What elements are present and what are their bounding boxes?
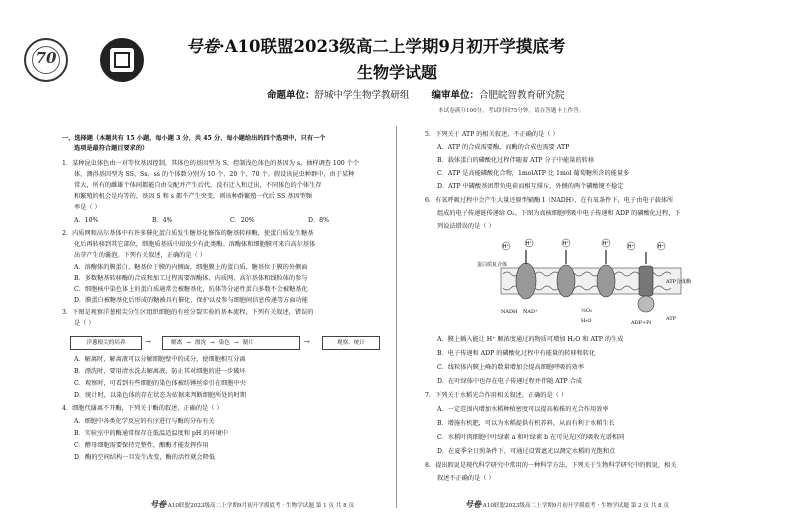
- exam-note: 本试卷满分100分，考试时间75分钟。请在答题卡上作答。: [438, 108, 585, 114]
- q7-option: B．增施有机肥，可以为水稻提供有机养料，从而有利于水稻生长: [437, 420, 615, 427]
- q7-line: 7．下列关于水稻光合作用相关叙述，正确的是（ ）: [425, 392, 568, 399]
- proton-pump-arrows: [526, 250, 646, 264]
- q4-option: C．酵母细胞需要保持完整性，酿酶才能发挥作用: [74, 442, 209, 449]
- label-adp: ADP+Pi: [631, 320, 652, 326]
- q1-option-d: D．8%: [308, 217, 329, 224]
- flow-step-rinse: 漂洗: [194, 340, 207, 346]
- q2-option: B．多数糖基转移酶的合成和加工过程需要溶酶体、内质网、高尔基体和线粒体的参与: [74, 275, 308, 282]
- q3-option: B．漂洗时，要用清水洗去解离液，防止其对细胞的进一步破坏: [74, 368, 246, 375]
- q5-line: 5．下列关于 ATP 的相关叙述，不正确的是（ ）: [425, 131, 559, 138]
- section-title-line1: 一、选择题（本题共有 15 小题，每小题 3 分，共 45 分，每小题给出的四个选项中，只有一个: [62, 135, 326, 142]
- q6-option: B．电子传递和 ADP 的磷酸化过程中有能量的转移和转化: [437, 350, 596, 357]
- exam-title-text: ·A10联盟2023级高二上学期9月初开学摸底考: [219, 37, 566, 56]
- q2-line: 2．内质网和高尔基体中有许多催化蛋白质发生糖基化修饰的糖基转移酶，使蛋白质发生糖基: [62, 230, 314, 237]
- school-emblem-logo: [100, 38, 144, 82]
- proton-markers: [502, 239, 665, 250]
- logo-anniversary-number: 70: [35, 49, 57, 67]
- q1-line: 常大，所有的雌雄个体间都能自由交配并产生后代，没有迁入和迁出，不同体色的个体生存: [74, 182, 322, 189]
- exam-subtitle: 生物学试题: [357, 63, 438, 82]
- footer-left-text: ·A10联盟2023级高二上学期9月初开学摸底考 · 生物学试题 第 1 页 共 8 页: [166, 503, 355, 509]
- q5-option: B．载体蛋白的磷酸化过程伴随着 ATP 分子中能量的转移: [437, 157, 595, 164]
- svg-text:H⁺: H⁺: [502, 244, 510, 250]
- q4-option: D．酶的空间结构一旦发生改变，酶的活性就会降低: [74, 454, 216, 461]
- q1-line: 率是（ ）: [74, 204, 101, 211]
- q1-line: 1．某种昆虫体色由一对等位基因控制，其体色的基因型为 S，控制浅色体色的基因为 s，抽样调查 100 个个: [62, 160, 360, 167]
- flow-step-observe: 观察、统计: [322, 336, 380, 350]
- label-nadh: NADH: [501, 309, 518, 315]
- q5-option: D．ATP 中磷酸基团带负电荷而相互排斥，外侧的两个磷酸键不稳定: [437, 183, 624, 190]
- q4-line: 4．细胞代谢离不开酶，下列关于酶的叙述，正确的是（ ）: [62, 405, 223, 412]
- q1-option-a: A．10%: [74, 217, 99, 224]
- q7-option: A．一定范围内增加水稻种植密度可以提高植株的光合作用效率: [437, 406, 609, 413]
- section-title-line2: 选项是最符合题目要求的）: [74, 145, 149, 152]
- protein-complex-3: [597, 265, 615, 297]
- exam-title: [186, 37, 565, 57]
- school-seal-logo: [24, 38, 68, 82]
- q3-option: A．解离时，解离液可以分解细胞壁中的成分，使细胞相互分离: [74, 356, 246, 363]
- q7-option: D．在夏季全日照条件下，可通过设置遮光以测定水稻的光饱和点: [437, 448, 616, 455]
- label-nad: NAD⁺: [523, 309, 538, 315]
- q1-line: 和繁殖的机会是均等的，基因 S 和 s 都不产生突变，则该种群繁殖一代后 SS 基因型频: [74, 193, 312, 200]
- svg-text:H⁺: H⁺: [657, 244, 665, 250]
- footer-right-text: ·A10联盟2023级高二上学期9月初开学摸底考 · 生物学试题 第 2 页 共 8 页: [481, 503, 670, 509]
- flow-step-stain: 染色: [218, 340, 230, 346]
- protein-complex-2: [557, 265, 575, 297]
- label-o2: ½O₂: [581, 308, 592, 314]
- q6-line: 组成的电子传递链传递给 O₂。下图为真核细胞呼吸中电子传递和 ADP 的磷酸化过程，下: [437, 210, 681, 217]
- footer-right: [465, 500, 669, 510]
- q3-line: 是（ ）: [74, 320, 95, 327]
- footer-brand: 号卷: [465, 499, 481, 509]
- svg-text:H⁺: H⁺: [525, 241, 533, 247]
- q8-line: 叙述不正确的是（ ）: [437, 475, 495, 482]
- q1-option-c: C．20%: [230, 217, 255, 224]
- q6-line: 列说法错误的是（ ）: [437, 223, 495, 230]
- column-divider: [396, 126, 397, 508]
- svg-text:H⁺: H⁺: [562, 241, 570, 247]
- electron-transport-diagram: [471, 238, 721, 328]
- units-left: 舒城中学生物学教研组: [314, 90, 410, 101]
- flow-step-dissociation: 解离: [171, 340, 183, 346]
- footer-left: [150, 500, 354, 510]
- units-right: 合肥皖智教育研究院: [479, 90, 565, 101]
- q6-option: A．膜上插入能让 H⁺ 顺浓度通过的物质可增加 H₂O 和 ATP 的生成: [437, 336, 624, 343]
- svg-text:H⁺: H⁺: [627, 244, 635, 250]
- flow-step-mount: 制片: [242, 340, 254, 346]
- protein-complex-1: [516, 263, 536, 299]
- label-atp: ATP: [666, 316, 677, 322]
- units-left-label: 命题单位：: [267, 90, 315, 101]
- arrow-right-icon: →: [304, 338, 310, 346]
- q3-line: 3．下图是观察洋葱根尖分生区组织细胞的有丝分裂实验的基本流程，下列有关叙述，错误的: [62, 309, 314, 316]
- q2-option: D．膜蛋白被糖基化后形成的糖被具有催化、保护以及参与细胞间信息传递等方面功能: [74, 297, 308, 304]
- q2-option: C．细胞核中染色体上的蛋白质通常会被糖基化，抗体等分泌性蛋白多数不会被糖基化: [74, 286, 308, 293]
- authoring-units: [267, 90, 565, 102]
- label-h2o: H₂O: [581, 318, 592, 324]
- brand-mark: 号卷: [186, 37, 219, 56]
- q1-option-b: B．4%: [152, 217, 173, 224]
- q3-option: D．统计时，以染色体的存在状态为依据来判断细胞所处的时期: [74, 392, 247, 399]
- atp-synthase-head: [638, 296, 654, 312]
- q6-line: 6．有氧呼吸过程中会产生大量还原型辅酶 I（NADH），在有氧条件下，电子由电子载体所: [425, 197, 674, 204]
- q2-option: A．溶酶体的膜蛋白、糖基位于膜的内侧面，细胞膜上的蛋白质、糖基位于膜的外侧面: [74, 264, 308, 271]
- q6-option: D．在叶绿体中也存在电子传递过程并伴随 ATP 合成: [437, 378, 583, 385]
- q4-option: A．细胞中各类化学反应的有序进行与酶的分布有关: [74, 418, 215, 425]
- q7-option: C．水稻叶肉细胞中叶绿素 a 和叶绿素 b 在可见光区的吸收光谱相同: [437, 434, 625, 441]
- flow-step-prep: 解离 → 漂洗 → 染色 → 制片: [162, 336, 300, 350]
- flow-step-culture: 洋葱根尖的培养: [70, 336, 142, 350]
- q5-option: C．ATP 是高能磷酸化合物，1molATP 比 1mol 葡萄糖所含的能量多: [437, 170, 630, 177]
- units-right-label: 编审单位：: [431, 90, 480, 101]
- label-atp-synthase: ATP合成酶: [666, 279, 692, 285]
- atp-synthase: [639, 266, 653, 296]
- label-protein-complex: 蛋白质复合体: [477, 262, 508, 268]
- q4-option: B．实验室中的酶通常保存在低温适温度和 pH 的环境中: [74, 430, 228, 437]
- svg-text:H⁺: H⁺: [602, 241, 610, 247]
- q2-line: 化后再转移到其它部位，细胞质基质中却很少有此类酶。溶酶体和细胞膜可来自高尔基体: [74, 241, 316, 248]
- q6-option: C．线粒体内膜上峰的数量增加会提高细胞呼吸的效率: [437, 364, 585, 371]
- footer-brand: 号卷: [150, 499, 166, 509]
- q2-line: 出芽产生的囊泡。下列有关叙述，正确的是（ ）: [74, 252, 206, 259]
- q5-option: A．ATP 的合成需要酶，而酶的合成也需要 ATP: [437, 144, 570, 151]
- arrow-right-icon: →: [145, 338, 151, 346]
- q8-line: 8．提出假说是现代科学研究中常用的一种科学方法。下列关于生物科学研究中的假说，相关: [425, 462, 677, 469]
- q1-line: 体，测得基因型为 SS、Ss、ss 的个体数分别为 10 个、20 个、70 个。假设该昆虫种群中，由于某种: [74, 171, 355, 178]
- q3-option: C．观察时，可看到有些细胞的染色体被纺锤丝牵引在细胞中央: [74, 380, 246, 387]
